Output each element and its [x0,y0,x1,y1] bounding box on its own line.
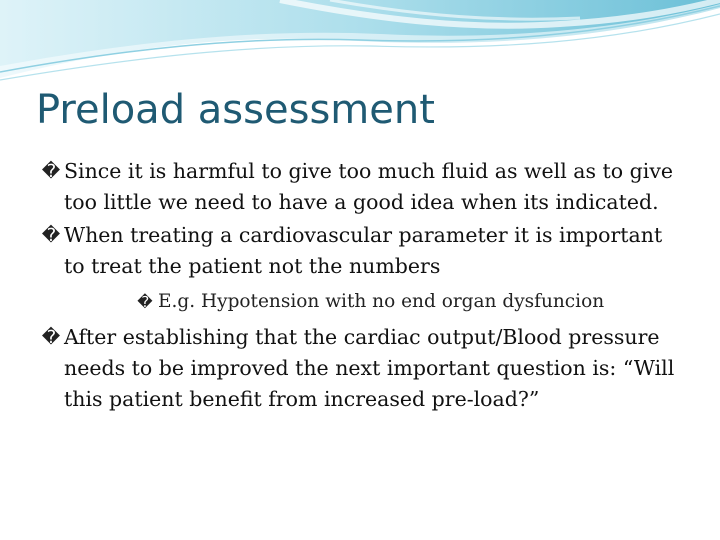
bullet-marker-icon: � [41,327,61,348]
sub-bullet-item [136,288,680,316]
bullet-text: When treating a cardiovascular parameter it is important to treat the patient not the numbers [64,223,663,278]
sub-bullet-text: E.g. Hypotension with no end organ dysfuncion [158,291,605,312]
bullet-item [40,322,680,415]
slide-title: Preload assessment [36,87,435,133]
bullet-item [40,156,680,218]
bullet-text: Since it is harmful to give too much fluid as well as to give too little we need to have a good idea when its indicated. [64,159,674,214]
bullet-marker-icon: � [41,225,61,246]
header-wave-decoration [0,0,720,90]
bullet-marker-icon: � [41,161,61,182]
sub-bullet-marker-icon: � [137,293,153,311]
bullet-item [40,220,680,282]
slide-body [40,156,680,417]
bullet-text: After establishing that the cardiac output/Blood pressure needs to be improved the next important question is: “Will this patient benefit from increased pre-load?” [64,325,675,411]
